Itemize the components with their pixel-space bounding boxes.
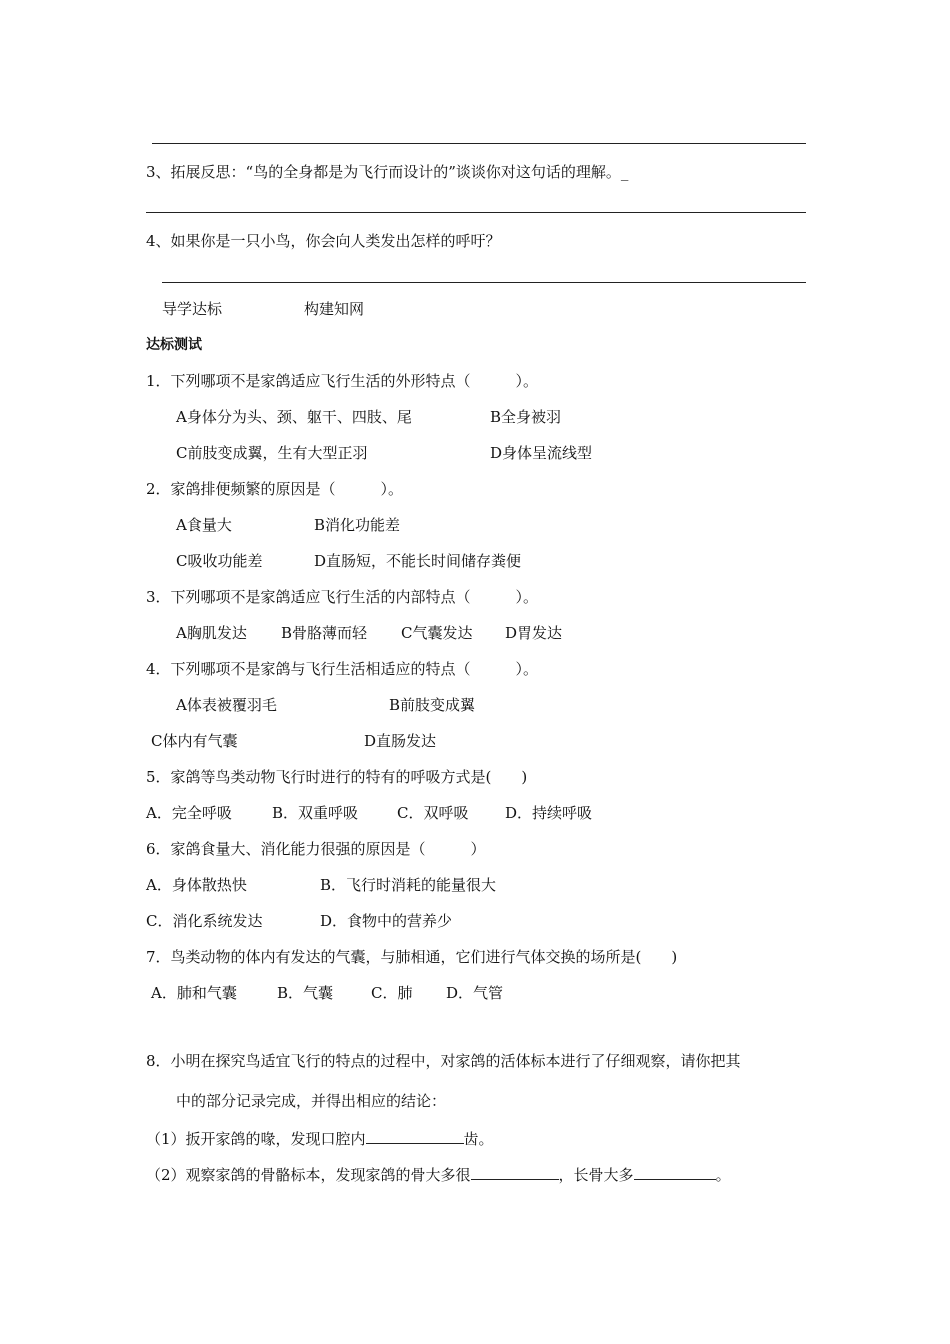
answer-line-q4 xyxy=(162,282,806,283)
q6-stem: 6．家鸽食量大、消化能力很强的原因是（ ） xyxy=(146,840,486,858)
q8-stem-line2: 中的部分记录完成，并得出相应的结论： xyxy=(176,1092,447,1110)
q8-part1 xyxy=(146,1129,494,1149)
q6-option-a: A．身体散热快 xyxy=(146,876,247,894)
q8-part2-suffix: 。 xyxy=(715,1166,731,1184)
q2-stem: 2．家鸽排便频繁的原因是（ ）。 xyxy=(146,480,404,498)
q7-stem: 7．鸟类动物的体内有发达的气囊，与肺相通，它们进行气体交换的场所是( ) xyxy=(146,948,678,966)
q3-option-b: B骨胳薄而轻 xyxy=(281,624,368,642)
q3-stem: 3．下列哪项不是家鸽适应飞行生活的内部特点（ ）。 xyxy=(146,588,539,606)
q6-option-d: D．食物中的营养少 xyxy=(320,912,453,930)
answer-line-top xyxy=(152,143,806,144)
q7-option-b: B．气囊 xyxy=(277,984,334,1002)
q8-part2-prefix: （2）观察家鸽的骨骼标本，发现家鸽的骨大多很 xyxy=(146,1166,471,1184)
q5-option-a: A．完全呼吸 xyxy=(146,804,232,822)
nav-label-guide: 导学达标 xyxy=(162,300,223,318)
q6-option-c: C．消化系统发达 xyxy=(146,912,263,930)
q4-stem: 4．下列哪项不是家鸽与飞行生活相适应的特点（ ）。 xyxy=(146,660,539,678)
q4-option-b: B前肢变成翼 xyxy=(389,696,476,714)
q2-option-b: B消化功能差 xyxy=(314,516,401,534)
q8-part2-middle: ，长骨大多 xyxy=(558,1166,634,1184)
reflection-question-4: 4、如果你是一只小鸟，你会向人类发出怎样的呼吁？ xyxy=(146,232,501,250)
q1-stem: 1．下列哪项不是家鸽适应飞行生活的外形特点（ ）。 xyxy=(146,372,539,390)
q5-option-d: D．持续呼吸 xyxy=(505,804,593,822)
q5-option-c: C．双呼吸 xyxy=(397,804,469,822)
q8-part2-blank-1[interactable] xyxy=(471,1165,559,1180)
q2-option-d: D直肠短，不能长时间储存粪便 xyxy=(314,552,522,570)
q2-option-c: C吸收功能差 xyxy=(176,552,263,570)
q5-option-b: B．双重呼吸 xyxy=(272,804,359,822)
nav-label-knowledge: 构建知网 xyxy=(304,300,365,318)
answer-line-q3 xyxy=(146,212,806,213)
q1-option-d: D身体呈流线型 xyxy=(490,444,593,462)
q4-option-a: A体表被覆羽毛 xyxy=(176,696,277,714)
q7-option-c: C．肺 xyxy=(371,984,413,1002)
q8-part2-blank-2[interactable] xyxy=(634,1165,716,1180)
reflection-question-3: 3、拓展反思：“鸟的全身都是为飞行而设计的”谈谈你对这句话的理解。_ xyxy=(146,163,629,181)
q4-option-d: D直肠发达 xyxy=(364,732,437,750)
q7-option-d: D．气管 xyxy=(446,984,504,1002)
q2-option-a: A食量大 xyxy=(176,516,232,534)
q3-option-c: C气囊发达 xyxy=(401,624,473,642)
q8-part1-suffix: 齿。 xyxy=(463,1130,494,1148)
q5-stem: 5．家鸽等鸟类动物飞行时进行的特有的呼吸方式是( ) xyxy=(146,768,528,786)
q3-option-a: A胸肌发达 xyxy=(176,624,247,642)
q6-option-b: B．飞行时消耗的能量很大 xyxy=(320,876,497,894)
q1-option-c: C前肢变成翼，生有大型正羽 xyxy=(176,444,368,462)
section-title: 达标测试 xyxy=(146,337,202,353)
q8-stem-line1: 8．小明在探究鸟适宜飞行的特点的过程中，对家鸽的活体标本进行了仔细观察，请你把其 xyxy=(146,1052,741,1070)
q7-option-a: A．肺和气囊 xyxy=(151,984,237,1002)
q8-part2 xyxy=(146,1165,731,1185)
q4-option-c: C体内有气囊 xyxy=(151,732,238,750)
q1-option-a: A身体分为头、颈、躯干、四肢、尾 xyxy=(176,408,412,426)
q3-option-d: D胃发达 xyxy=(505,624,563,642)
q8-part1-blank[interactable] xyxy=(366,1129,464,1144)
q8-part1-prefix: （1）扳开家鸽的喙，发现口腔内 xyxy=(146,1130,366,1148)
q1-option-b: B全身被羽 xyxy=(490,408,562,426)
